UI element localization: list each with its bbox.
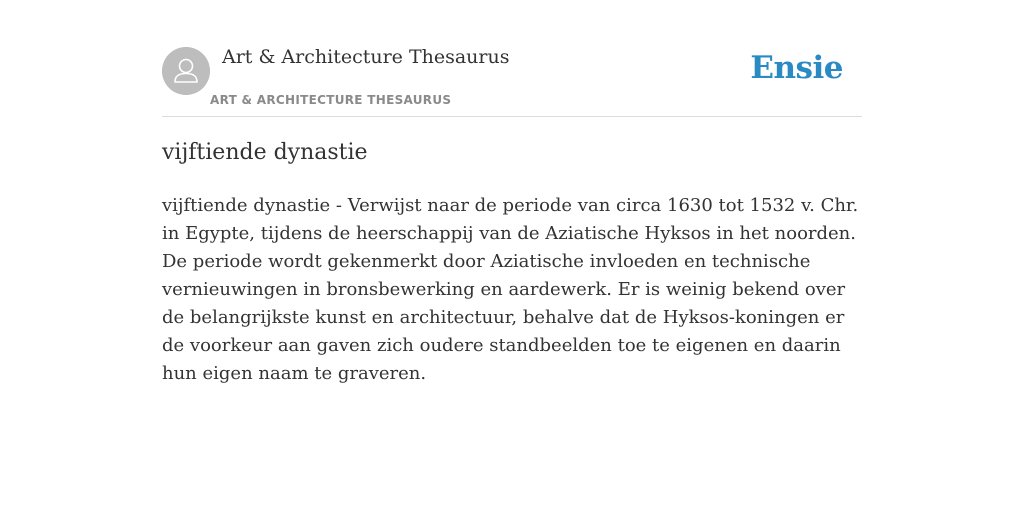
entry-term: vijftiende dynastie	[162, 140, 368, 165]
source-subtitle[interactable]: ART & ARCHITECTURE THESAURUS	[210, 93, 452, 107]
user-icon	[162, 47, 210, 95]
source-title[interactable]: Art & Architecture Thesaurus	[222, 46, 510, 68]
entry-definition: vijftiende dynastie - Verwijst naar de periode van circa 1630 tot 1532 v. Chr. in Egypte, tijdens de heerschappij van de Aziatische Hyksos in het noorden. De periode wordt gekenmerkt door Aziatische invloeden en technische vernieuwingen in bronsbewerking en aardewerk. Er is weinig bekend over de belangrijkste kunst en architectuur, behalve dat de Hyksos-koningen er de voorkeur aan gaven zich oudere standbeelden toe te eigenen en daarin hun eigen naam te graveren.	[162, 195, 859, 384]
header	[162, 0, 862, 117]
brand-logo[interactable]: Ensie	[750, 50, 843, 86]
page	[162, 0, 862, 384]
avatar[interactable]	[162, 47, 210, 95]
